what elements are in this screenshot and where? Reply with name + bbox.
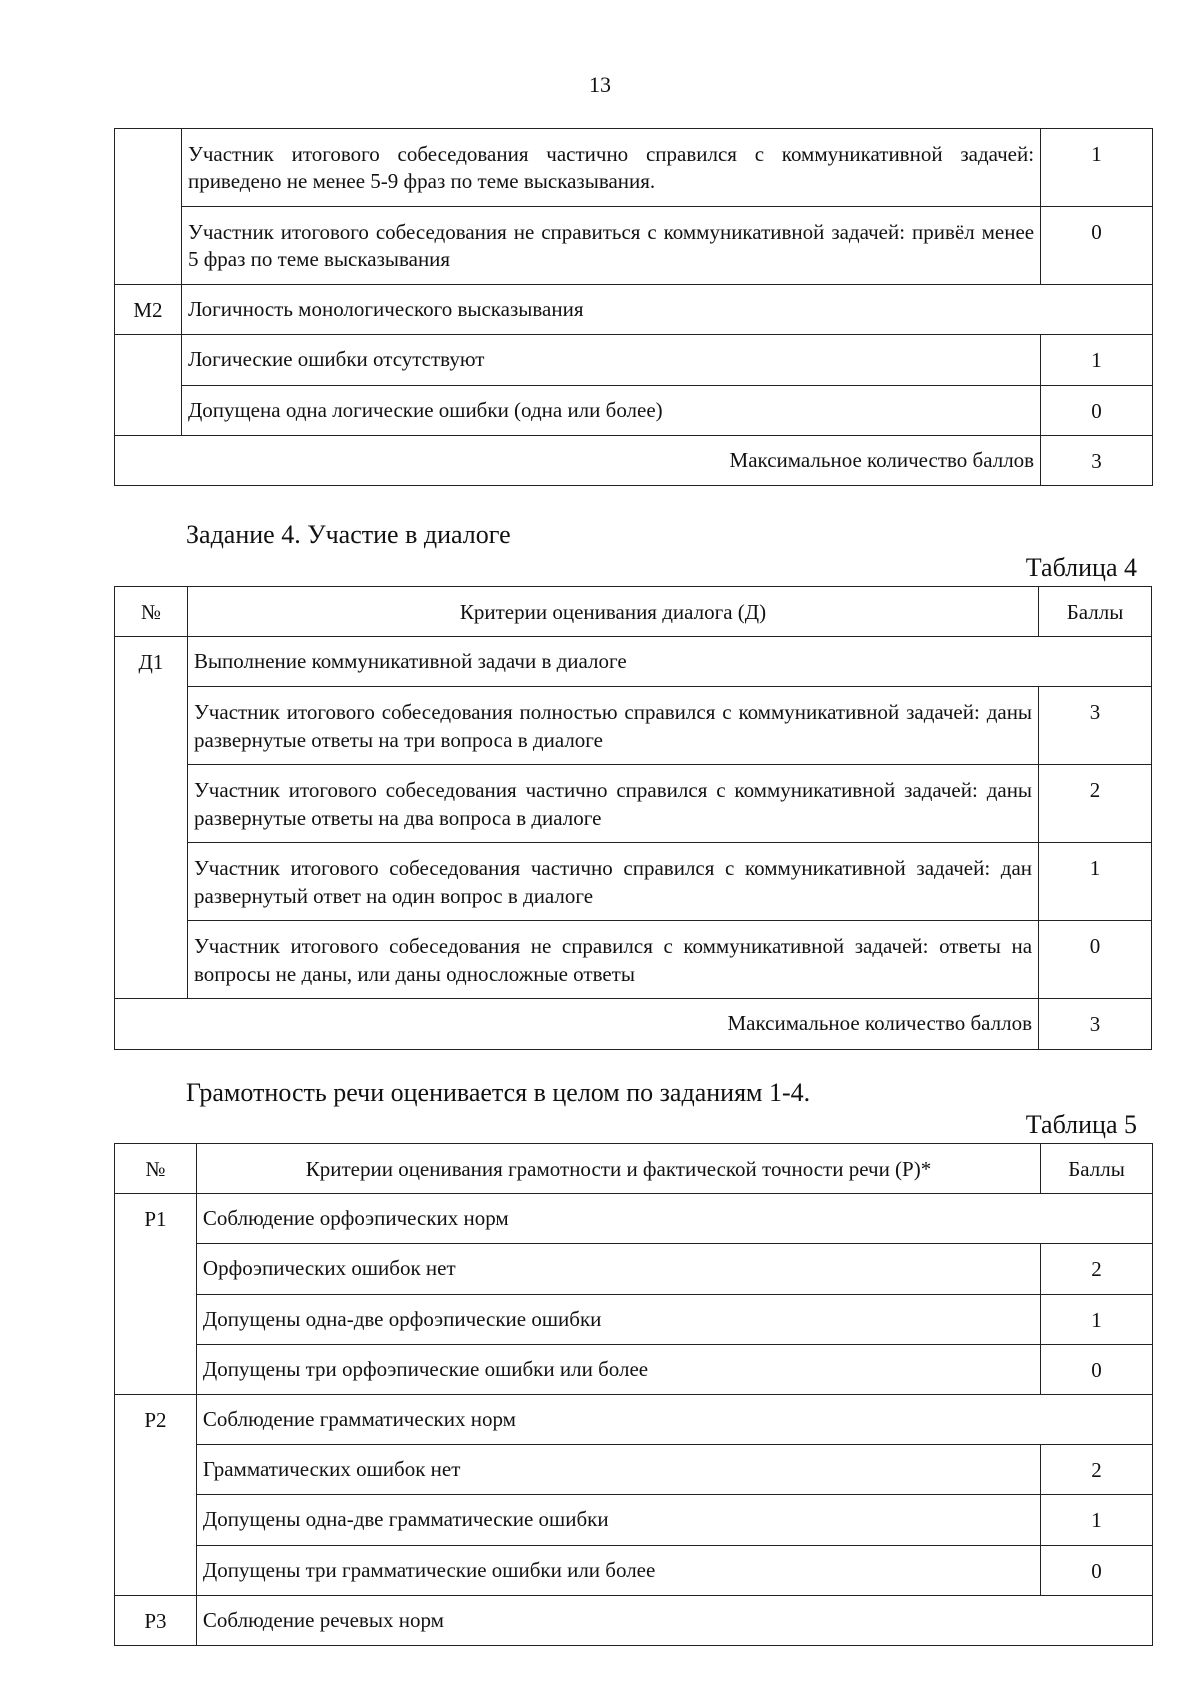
criterion-code: Р1	[115, 1194, 197, 1395]
criterion-code: Р2	[115, 1395, 197, 1596]
table-row	[115, 1545, 1153, 1595]
criterion-header-row	[115, 285, 1153, 335]
criterion-description: Участник итогового собеседования полностью справился с коммуникативной задачей: даны развернутые ответы на три вопроса в диалоге	[187, 687, 1038, 765]
literacy-criteria-table	[114, 1143, 1153, 1646]
table-row	[115, 921, 1152, 999]
criterion-description: Участник итогового собеседования не справиться с коммуникативной задачей: привёл менее 5 фраз по теме высказывания	[181, 207, 1040, 285]
score-cell: 1	[1041, 1294, 1153, 1344]
criterion-description: Участник итогового собеседования частично справился с коммуникативной задачей: дан развернутый ответ на один вопрос в диалоге	[187, 843, 1038, 921]
task4-heading: Задание 4. Участие в диалоге	[186, 520, 511, 549]
criterion-description: Участник итогового собеседования не справился с коммуникативной задачей: ответы на вопросы не даны, или даны односложные ответы	[187, 921, 1038, 999]
table-header-row	[115, 587, 1152, 637]
table-row	[115, 335, 1153, 385]
number-header: №	[115, 1144, 197, 1194]
criterion-header-row	[115, 1395, 1153, 1445]
criterion-description: Логические ошибки отсутствуют	[181, 335, 1040, 385]
score-cell: 0	[1041, 207, 1153, 285]
criterion-description: Орфоэпических ошибок нет	[196, 1244, 1040, 1294]
criterion-code: Д1	[115, 637, 188, 999]
dialogue-criteria-table	[114, 586, 1152, 1050]
criterion-header-row	[115, 637, 1152, 687]
criterion-code: Р3	[115, 1596, 197, 1646]
criterion-title: Соблюдение грамматических норм	[196, 1395, 1152, 1445]
table-row	[115, 843, 1152, 921]
criterion-description: Грамматических ошибок нет	[196, 1445, 1040, 1495]
criterion-title: Соблюдение орфоэпических норм	[196, 1194, 1152, 1244]
table-row	[115, 129, 1153, 207]
monologue-criteria-table	[114, 128, 1153, 486]
points-header: Баллы	[1039, 587, 1152, 637]
score-cell: 0	[1041, 1545, 1153, 1595]
criterion-description: Допущены одна-две орфоэпические ошибки	[196, 1294, 1040, 1344]
score-cell: 1	[1039, 843, 1152, 921]
criterion-description: Участник итогового собеседования частично справился с коммуникативной задачей: приведено не менее 5-9 фраз по теме высказывания.	[181, 129, 1040, 207]
max-score-label: Максимальное количество баллов	[115, 435, 1041, 485]
table-header-row	[115, 1144, 1153, 1194]
max-score-value: 3	[1041, 435, 1153, 485]
criterion-title: Логичность монологического высказывания	[181, 285, 1152, 335]
literacy-heading: Грамотность речи оценивается в целом по заданиям 1-4.	[186, 1078, 811, 1107]
table-row	[115, 207, 1153, 285]
score-cell: 3	[1039, 687, 1152, 765]
criterion-description: Допущена одна логические ошибки (одна или более)	[181, 385, 1040, 435]
criteria-header: Критерии оценивания грамотности и фактической точности речи (Р)*	[196, 1144, 1040, 1194]
table-row	[115, 1244, 1153, 1294]
criterion-description: Допущены одна-две грамматические ошибки	[196, 1495, 1040, 1545]
score-cell: 0	[1041, 1344, 1153, 1394]
table-row	[115, 1495, 1153, 1545]
criterion-code-cell	[115, 129, 182, 285]
criterion-description: Допущены три грамматические ошибки или более	[196, 1545, 1040, 1595]
score-cell: 1	[1041, 335, 1153, 385]
criterion-title: Выполнение коммуникативной задачи в диалоге	[187, 637, 1151, 687]
table-row	[115, 1344, 1153, 1394]
criteria-header: Критерии оценивания диалога (Д)	[187, 587, 1038, 637]
score-cell: 1	[1041, 1495, 1153, 1545]
page-number: 13	[589, 72, 611, 97]
criterion-header-row	[115, 1596, 1153, 1646]
score-cell: 2	[1041, 1445, 1153, 1495]
table-row	[115, 1445, 1153, 1495]
score-cell: 1	[1041, 129, 1153, 207]
table-row	[115, 1294, 1153, 1344]
max-score-row	[115, 435, 1153, 485]
criterion-description: Допущены три орфоэпические ошибки или более	[196, 1344, 1040, 1394]
table-row	[115, 385, 1153, 435]
score-cell: 0	[1039, 921, 1152, 999]
criterion-description: Участник итогового собеседования частично справился с коммуникативной задачей: даны развернутые ответы на два вопроса в диалоге	[187, 765, 1038, 843]
criterion-code-cell	[115, 335, 182, 436]
table4-caption: Таблица 4	[1025, 553, 1137, 582]
table-row	[115, 765, 1152, 843]
score-cell: 2	[1039, 765, 1152, 843]
table5-caption: Таблица 5	[1025, 1110, 1137, 1139]
criterion-title: Соблюдение речевых норм	[196, 1596, 1152, 1646]
score-cell: 0	[1041, 385, 1153, 435]
score-cell: 2	[1041, 1244, 1153, 1294]
number-header: №	[115, 587, 188, 637]
max-score-row	[115, 999, 1152, 1049]
table-row	[115, 687, 1152, 765]
criterion-code: М2	[115, 285, 182, 335]
points-header: Баллы	[1041, 1144, 1153, 1194]
max-score-value: 3	[1039, 999, 1152, 1049]
criterion-header-row	[115, 1194, 1153, 1244]
max-score-label: Максимальное количество баллов	[115, 999, 1039, 1049]
